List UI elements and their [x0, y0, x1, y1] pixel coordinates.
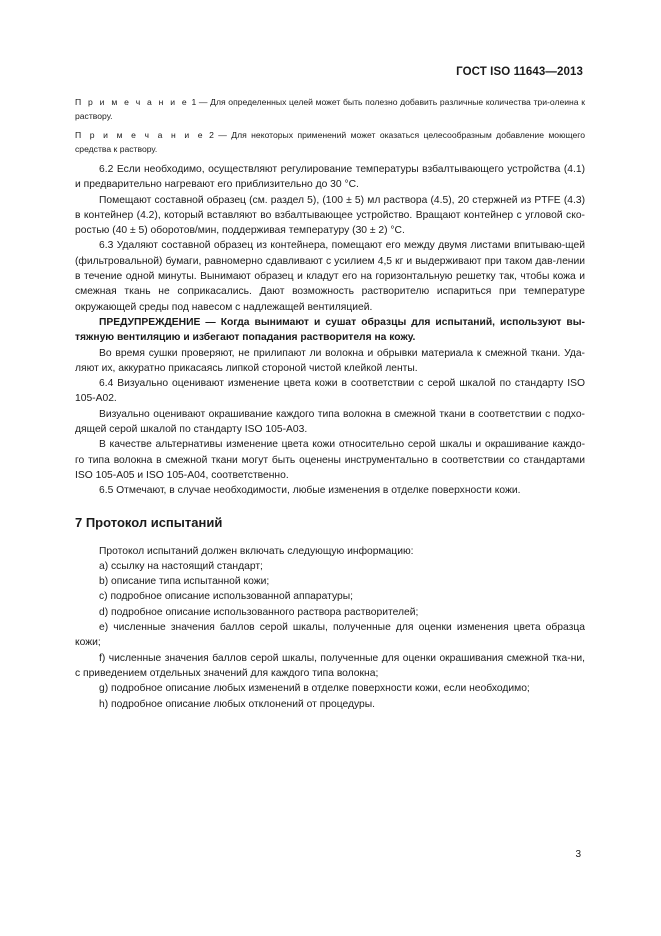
- paragraph-6-3: 6.3 Удаляют составной образец из контейнера, помещают его между двумя листами впитываю-щей (фильтровальной) бумаги, равномерно сдавливают с усилием 4,5 кг и выдерживают при таком дав-лении в течение одной минуты. Вынимают образец и кладут его на горизонтальную решетку так, чтобы кожа и смежная ткань не соприкасались. Дают возможность растворителю испариться при температуре окружающей среды под навесом с надлежащей вентиляцией.: [75, 240, 585, 313]
- list-item: d) подробное описание использованного раствора растворителей;: [99, 606, 419, 618]
- list-item: b) описание типа испытанной кожи;: [99, 576, 270, 588]
- section-title: 7 Протокол испытаний: [75, 514, 223, 530]
- note-1: [75, 96, 585, 123]
- paragraph-drying: Во время сушки проверяют, не прилипают ли волокна и обрывки материала к смежной ткани. Уда-ляют их, аккуратно прикасаясь липкой стороной чистой клейкой ленты.: [75, 347, 585, 374]
- page-number: 3: [575, 849, 581, 860]
- list-item: e) численные значения баллов серой шкалы, полученные для оценки изменения цвета образца кожи;: [75, 622, 585, 649]
- note-label: П р и м е ч а н и е: [75, 97, 189, 107]
- document-body: [75, 96, 585, 712]
- list-item: h) подробное описание любых отклонений от процедуры.: [99, 698, 376, 710]
- paragraph-staining: Визуально оценивают окрашивание каждого типа волокна в смежной ткани в соответствии с подхо-дящей серой шкалой по стандарту ISO 105-A03.: [75, 408, 585, 436]
- warning-paragraph: ПРЕДУПРЕЖДЕНИЕ — Когда вынимают и сушат образцы для испытаний, используют вы-тяжную вентиляцию и избегают попадания растворителя на кожу.: [75, 316, 585, 344]
- paragraph-6-5: 6.5 Отмечают, в случае необходимости, любые изменения в отделке поверхности кожи.: [99, 485, 521, 497]
- list-item: f) численные значения баллов серой шкалы, полученные для оценки окрашивания смежной тка-ни, с приведением отдельных значений для каждого типа волокна;: [75, 652, 585, 679]
- paragraph-6-2-cont: Помещают составной образец (см. раздел 5), (100 ± 5) мл раствора (4.5), 20 стержней из PTFE (4.3) в контейнер (4.2), который вставляют во взбалтывающее устройство. Вращают контейнер с угловой ско-ростью (40 ± 5) оборотов/мин, поддерживая температуру (30 ± 2) °С.: [75, 194, 585, 237]
- paragraph-6-2: 6.2 Если необходимо, осуществляют регулирование температуры взбалтывающего устройства (4.1) и предварительно нагревают его приблизительно до 30 °С.: [75, 164, 585, 191]
- paragraph-alternative: В качестве альтернативы изменение цвета кожи относительно серой шкалы и окрашивание каждо-го типа волокна в смежной ткани могут быть оценены инструментально в соответствии со стандартами ISO 105-A05 и ISO 105-A04, соответственно.: [75, 439, 585, 481]
- list-item: a) ссылку на настоящий стандарт;: [99, 560, 263, 572]
- note-label: П р и м е ч а н и е: [75, 130, 205, 140]
- paragraph-6-4: 6.4 Визуально оценивают изменение цвета кожи в соответствии с серой шкалой по стандарту ISO 105-A02.: [75, 378, 585, 405]
- note-2: [75, 129, 585, 156]
- list-item: c) подробное описание использованной аппаратуры;: [99, 591, 353, 603]
- note-text: 1 — Для определенных целей может быть полезно добавить различные количества три-олеина к раствору.: [75, 97, 585, 121]
- section-intro: Протокол испытаний должен включать следующую информацию:: [99, 545, 414, 557]
- list-item: g) подробное описание любых изменений в отделке поверхности кожи, если необходимо;: [99, 683, 530, 695]
- note-text: 2 — Для некоторых применений может оказаться целесообразным добавление моющего средства к раствору.: [75, 130, 585, 154]
- document-header: ГОСТ ISO 11643—2013: [456, 66, 583, 78]
